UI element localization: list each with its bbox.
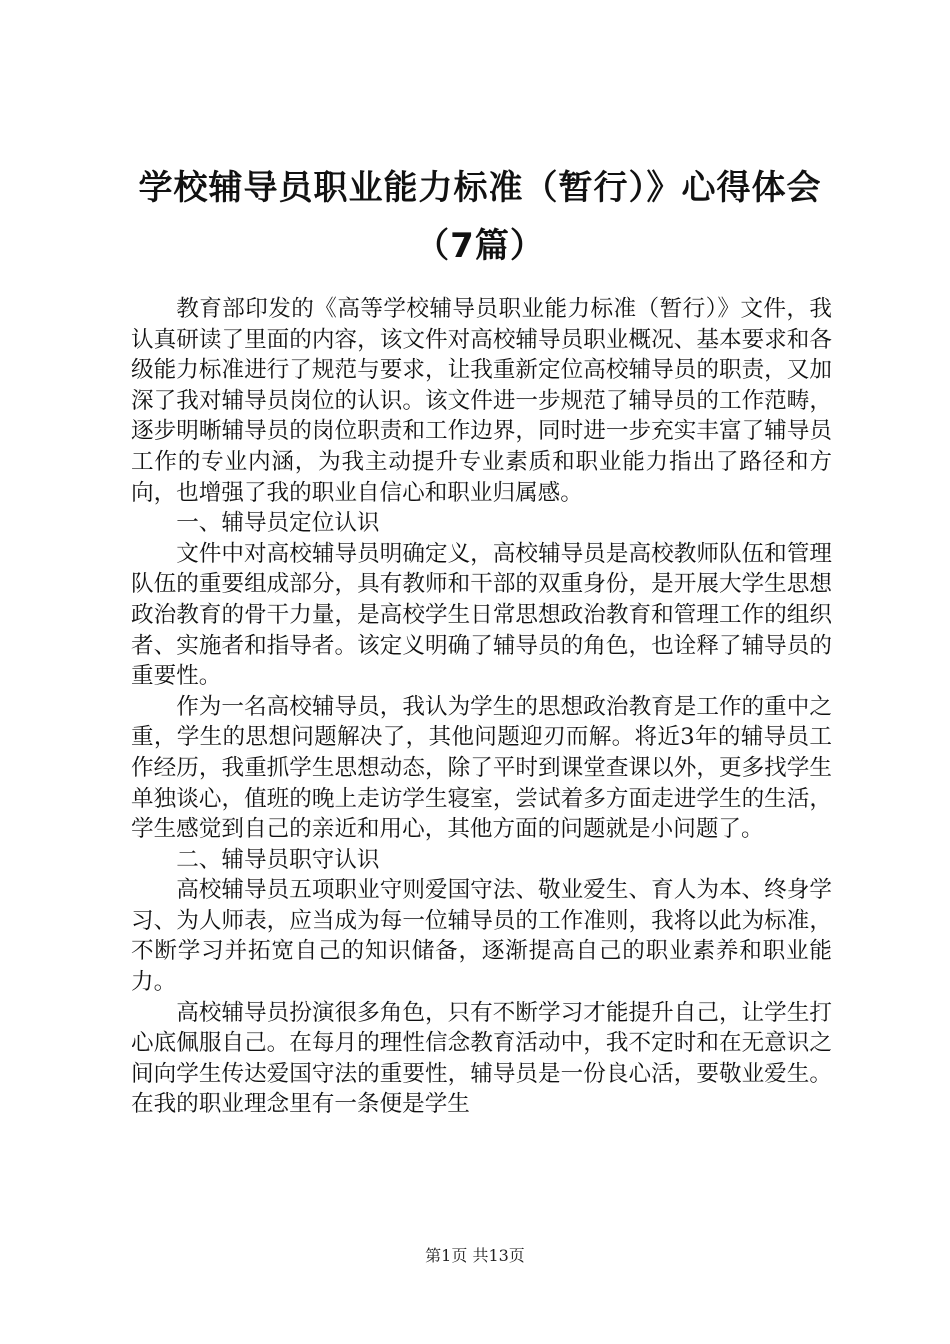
document-body xyxy=(131,294,832,1120)
paragraph-definition: 文件中对高校辅导员明确定义，高校辅导员是高校教师队伍和管理队伍的重要组成部分，具有教师和干部的双重身份，是开展大学生思想政治教育的骨干力量，是高校学生日常思想政治教育和管理工作的组织者、实施者和指导者。该定义明确了辅导员的角色，也诠释了辅导员的重要性。 xyxy=(131,540,832,690)
section-heading-2: 二、辅导员职守认识 xyxy=(176,846,380,873)
page-footer: 第1页 共13页 xyxy=(425,1246,525,1265)
document-title-line1: 学校辅导员职业能力标准（暂行）》心得体会 xyxy=(138,168,822,208)
paragraph-intro: 教育部印发的《高等学校辅导员职业能力标准（暂行）》文件，我认真研读了里面的内容，该文件对高校辅导员职业概况、基本要求和各级能力标准进行了规范与要求，让我重新定位高校辅导员的职责，又加深了我对辅导员岗位的认识。该文件进一步规范了辅导员的工作范畴，逐步明晰辅导员的岗位职责和工作边界，同时进一步充实丰富了辅导员工作的专业内涵，为我主动提升专业素质和职业能力指出了路径和方向，也增强了我的职业自信心和职业归属感。 xyxy=(131,296,832,506)
document-title-line2: （7篇） xyxy=(415,226,545,266)
paragraph-experience: 作为一名高校辅导员，我认为学生的思想政治教育是工作的重中之重，学生的思想问题解决了，其他问题迎刃而解。将近3年的辅导员工作经历，我重抓学生思想动态，除了平时到课堂查课以外，更多找学生单独谈心，值班的晚上走访学生寝室，尝试着多方面走进学生的生活，学生感觉到自己的亲近和用心，其他方面的问题就是小问题了。 xyxy=(131,693,832,843)
paragraph-code-of-conduct: 高校辅导员五项职业守则爱国守法、敬业爱生、育人为本、终身学习、为人师表，应当成为每一位辅导员的工作准则，我将以此为标准，不断学习并拓宽自己的知识储备，逐渐提高自己的职业素养和职业能力。 xyxy=(131,877,832,996)
section-heading-1: 一、辅导员定位认识 xyxy=(176,510,380,537)
paragraph-roles: 高校辅导员扮演很多角色，只有不断学习才能提升自己，让学生打心底佩服自己。在每月的理性信念教育活动中，我不定时和在无意识之间向学生传达爱国守法的重要性，辅导员是一份良心活，要敬业爱生。在我的职业理念里有一条便是学生 xyxy=(131,999,832,1118)
